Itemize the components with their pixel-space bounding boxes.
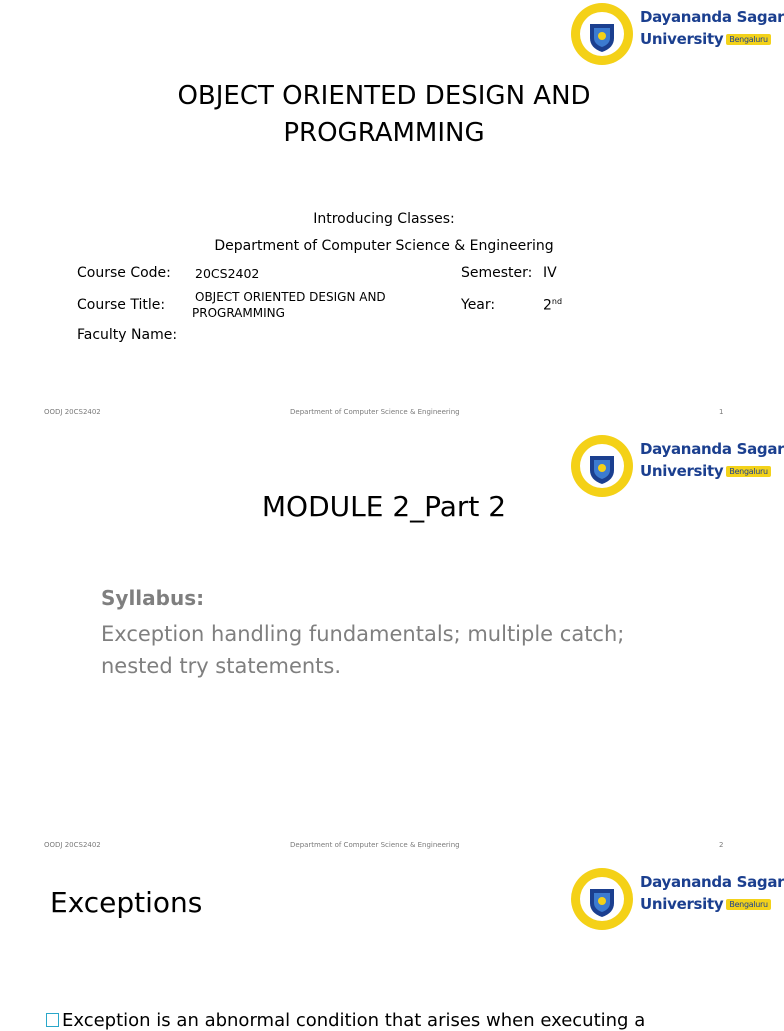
university-logo: [570, 867, 784, 931]
syllabus-text: Exception handling fundamentals; multiple catch; nested try statements.: [101, 622, 625, 678]
department-text: Department of Computer Science & Engineering: [214, 238, 554, 254]
footer-department: Department of Computer Science & Engineering: [290, 408, 460, 416]
course-code-value: 20CS2402: [195, 266, 260, 281]
footer-course: OODJ 20CS2402: [44, 408, 101, 416]
intro-text: Introducing Classes:: [313, 211, 455, 227]
page-number: 2: [719, 841, 724, 849]
location-badge: Bengaluru: [726, 466, 770, 477]
semester-label: Semester:: [461, 265, 533, 281]
syllabus-heading: Syllabus:: [101, 586, 205, 610]
university-seal-icon: [570, 867, 634, 931]
module-title: MODULE 2_Part 2: [261, 490, 507, 523]
bullet-item: Exception is an abnormal condition that arises when executing a: [46, 1010, 706, 1031]
footer-course: OODJ 20CS2402: [44, 841, 101, 849]
course-title-heading: OBJECT ORIENTED DESIGN AND PROGRAMMING: [177, 81, 591, 148]
exceptions-title: Exceptions: [50, 886, 203, 919]
year-label: Year:: [461, 297, 496, 313]
university-name-line2: University Bengaluru: [640, 30, 771, 48]
course-title-label: Course Title:: [77, 297, 166, 313]
university-name-line1: Dayananda Sagar: [640, 873, 784, 891]
semester-value: IV: [543, 265, 557, 281]
location-badge: Bengaluru: [726, 34, 770, 45]
university-name-line2: University Bengaluru: [640, 895, 771, 913]
course-title-value: OBJECT ORIENTED DESIGN AND PROGRAMMING: [192, 290, 386, 320]
course-code-label: Course Code:: [77, 265, 171, 281]
page-number: 1: [719, 408, 724, 416]
university-logo: [570, 434, 784, 498]
location-badge: Bengaluru: [726, 899, 770, 910]
university-name-line2: University Bengaluru: [640, 462, 771, 480]
university-name-line1: Dayananda Sagar: [640, 8, 784, 26]
bullet-icon: [46, 1013, 59, 1027]
year-value: 2nd: [543, 297, 563, 314]
faculty-name-label: Faculty Name:: [77, 327, 178, 343]
university-seal-icon: [570, 434, 634, 498]
footer-department: Department of Computer Science & Engineering: [290, 841, 460, 849]
university-name-line1: Dayananda Sagar: [640, 440, 784, 458]
